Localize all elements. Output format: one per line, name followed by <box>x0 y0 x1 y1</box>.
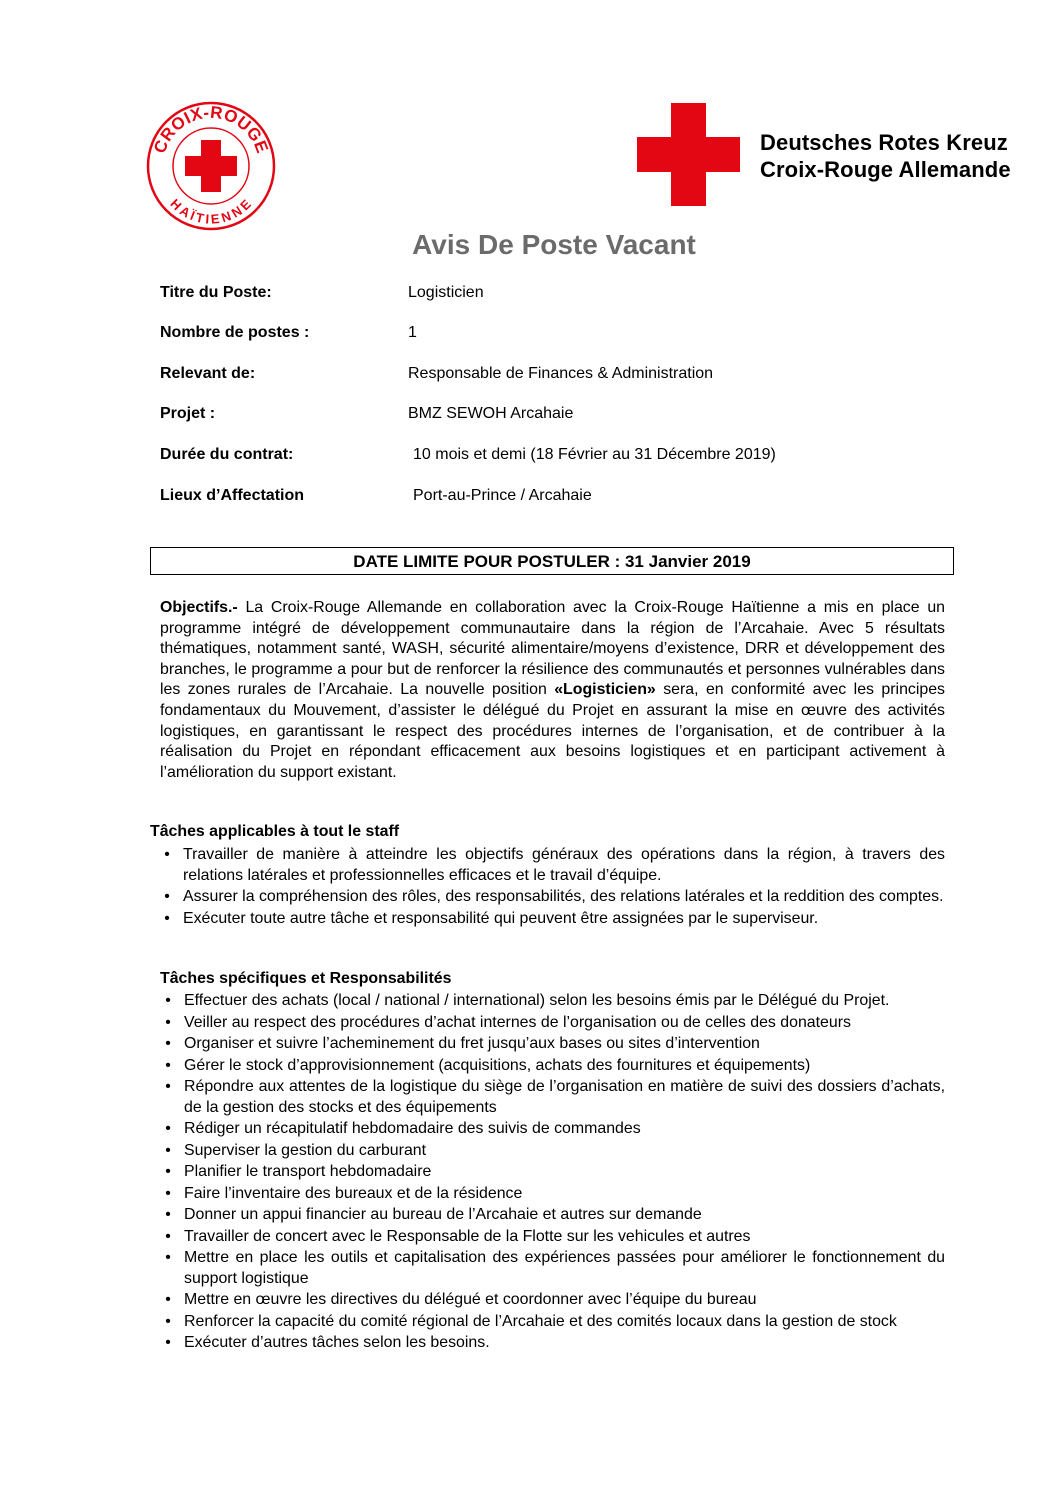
bullet-icon: • <box>164 909 170 927</box>
info-value-projet: BMZ SEWOH Arcahaie <box>408 405 574 422</box>
list-item: • Exécuter toute autre tâche et responsabilité qui peuvent être assignées par le superviseur. <box>159 909 945 930</box>
info-value-nombre: 1 <box>408 324 417 341</box>
red-cross-icon <box>637 103 740 206</box>
list-item: • Renforcer la capacité du comité régional de l’Arcahaie et des comités locaux dans la gestion de stock <box>160 1312 945 1333</box>
bullet-icon: • <box>165 992 171 1009</box>
bullet-icon: • <box>164 846 170 863</box>
list-item: • Faire l’inventaire des bureaux et de la résidence <box>160 1184 945 1205</box>
info-value-duree: 10 mois et demi (18 Février au 31 Décembre 2019) <box>413 446 776 463</box>
list-item: • Travailler de concert avec le Responsable de la Flotte sur les vehicules et autres <box>160 1227 945 1248</box>
specific-tasks-list <box>160 991 945 1355</box>
info-label-projet: Projet : <box>160 405 216 422</box>
page-title: Avis De Poste Vacant <box>412 229 696 260</box>
info-value-titre: Logisticien <box>408 284 484 301</box>
info-label-duree: Durée du contrat: <box>160 446 294 463</box>
specific-tasks-title: Tâches spécifiques et Responsabilités <box>160 970 452 987</box>
list-item: • Organiser et suivre l’acheminement du fret jusqu’aux bases ou sites d’intervention <box>160 1034 945 1055</box>
seal-text-bottom: HAÏTIENNE <box>167 195 255 227</box>
list-item: • Rédiger un récapitulatif hebdomadaire des suivis de commandes <box>160 1119 945 1140</box>
bullet-icon: • <box>165 1035 171 1052</box>
bullet-icon: • <box>165 1163 171 1180</box>
list-item: • Veiller au respect des procédures d’achat internes de l’organisation ou de celles des donateurs <box>160 1013 945 1034</box>
info-label-lieux: Lieux d’Affectation <box>160 487 305 504</box>
bullet-icon: • <box>165 1312 171 1330</box>
deadline-banner: DATE LIMITE POUR POSTULER : 31 Janvier 2019 <box>150 547 954 575</box>
bullet-icon: • <box>165 1184 171 1202</box>
bullet-icon: • <box>165 1227 171 1245</box>
list-item: • Mettre en œuvre les directives du délégué et coordonner avec l’équipe du bureau <box>160 1290 945 1311</box>
list-item: • Gérer le stock d’approvisionnement (acquisitions, achats des fournitures et équipements) <box>160 1056 945 1077</box>
info-label-relevant: Relevant de: <box>160 365 256 382</box>
bullet-icon: • <box>165 1013 171 1031</box>
seal-text-top: CROIX-ROUGE <box>150 102 272 156</box>
bullet-icon: • <box>165 1141 171 1159</box>
list-item: • Effectuer des achats (local / national / international) selon les besoins émis par le Délégué du Projet. <box>160 991 945 1012</box>
list-item: • Superviser la gestion du carburant <box>160 1141 945 1162</box>
info-value-relevant: Responsable de Finances & Administration <box>408 365 714 382</box>
bullet-icon: • <box>164 888 170 905</box>
bullet-icon: • <box>165 1206 171 1223</box>
list-item: • Assurer la compréhension des rôles, des responsabilités, des relations latérales et la reddition des comptes. <box>159 887 945 908</box>
list-item: • Donner un appui financier au bureau de l’Arcahaie et autres sur demande <box>160 1205 945 1226</box>
objectifs-text-part1: La Croix-Rouge Allemande en collaboration avec la Croix-Rouge Haïtienne a mis en place un programme intégré de développement communautaire dans la région de l’Arcahaie. Avec 5 résultats thématiques, notamment santé, WASH, sécurité alimentaire/moyens d’existence, DRR et développement des branches, le programme a pour but de renforcer la résilience des communautés et personnes vulnérables dans les zones rurales de l’Arcahaie. La nouvelle position <box>160 599 945 699</box>
info-label-nombre: Nombre de postes : <box>160 324 310 341</box>
staff-tasks-title: Tâches applicables à tout le staff <box>150 823 400 840</box>
list-item: • Répondre aux attentes de la logistique du siège de l’organisation en matière de suivi des dossiers d’achats, de la gestion des stocks et des équipements <box>160 1077 945 1118</box>
list-item: • Planifier le transport hebdomadaire <box>160 1162 945 1183</box>
list-item: • Mettre en place les outils et capitalisation des expériences passées pour améliorer le fonctionnement du support logistique <box>160 1248 945 1289</box>
bullet-icon: • <box>165 1120 171 1137</box>
position-name: «Logisticien» <box>554 681 656 699</box>
objectifs-paragraph <box>160 598 945 783</box>
objectifs-text-part2: sera, en conformité avec les principes fondamentaux du Mouvement, d’assister le délégué du Projet en assurant la mise en œuvre des activités logistiques, en garantissant le respect des procédures internes de l’organisation, et de contribuer à la réalisation du Projet en répondant efficacement aux besoins logistiques et en participant activement à l’amélioration du support existant. <box>160 681 945 781</box>
info-label-titre: Titre du Poste: <box>160 284 272 301</box>
drk-name-french: Croix-Rouge Allemande <box>760 157 1011 182</box>
list-item: • Exécuter d’autres tâches selon les besoins. <box>160 1333 945 1354</box>
drk-name-german: Deutsches Rotes Kreuz <box>760 130 1008 155</box>
bullet-icon: • <box>165 1291 171 1308</box>
bullet-icon: • <box>165 1249 171 1266</box>
list-item: • Travailler de manière à atteindre les objectifs généraux des opérations dans la région, à travers des relations latérales et professionnelles efficaces et le travail d’équipe. <box>159 845 945 886</box>
croix-rouge-haitienne-logo <box>145 100 277 232</box>
objectifs-label: Objectifs.- <box>160 599 238 616</box>
info-value-lieux: Port-au-Prince / Arcahaie <box>413 487 592 504</box>
bullet-icon: • <box>165 1056 171 1074</box>
bullet-icon: • <box>165 1334 171 1351</box>
bullet-icon: • <box>165 1078 171 1095</box>
staff-tasks-list <box>159 845 945 930</box>
